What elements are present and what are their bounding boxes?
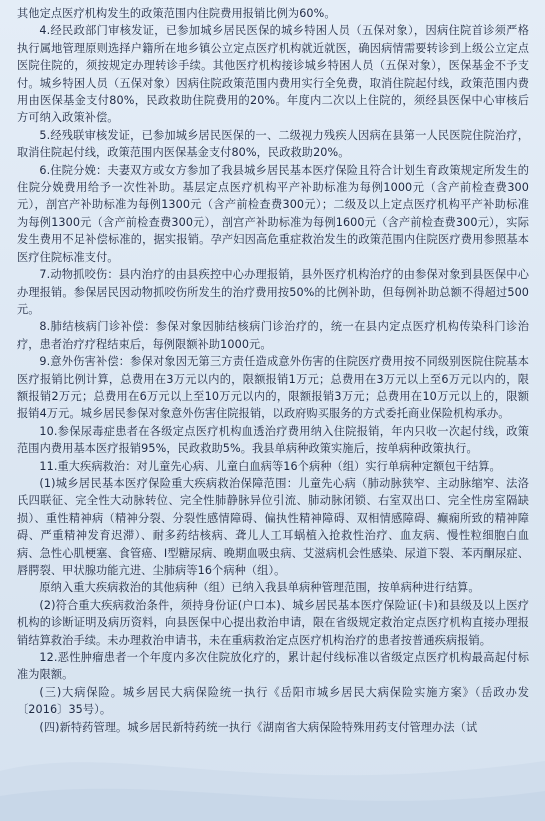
paragraph: 7.动物抓咬伤：县内治疗的由县疾控中心办理报销，县外医疗机构治疗的由参保对象到县医保中心办理报销。参保居民因动物抓咬伤所发生的治疗费用按50%的比例补助，但每例补助总额不得超过500元。 — [17, 268, 529, 316]
paragraph: (2)符合重大疾病救治条件，须持身份证(户口本)、城乡居民基本医疗保险证(卡)和县级及以上医疗机构的诊断证明及病历资料，向县医保中心提出救治申请，限在省级规定救治定点医疗机构直接办理报销结算救治手续。未办理救治申请书，未在重病救治定点医疗机构治疗的患者按普通疾病报销。 — [17, 598, 529, 647]
paragraph: 10.参保尿毒症患者在各级定点医疗机构血透治疗费用纳入住院报销，年内只收一次起付线，政策范围内费用基本医疗报销95%，民政救助5%。我县单病种政策实施后，按单病种政策执行。 — [17, 424, 529, 456]
paragraph: (三)大病保险。城乡居民大病保险统一执行《岳阳市城乡居民大病保险实施方案》（岳政办发〔2016〕35号）。 — [17, 685, 529, 717]
paragraph: 原纳入重大疾病救治的其他病种（组）已纳入我县单病种管理范围，按单病种进行结算。 — [39, 581, 480, 595]
paragraph: 6.住院分娩：夫妻双方或女方参加了我县城乡居民基本医疗保险且符合计划生育政策规定所发生的住院分娩费用给予一次性补助。基层定点医疗机构平产补助标准为每例1000元（含产前检查费300元），剖宫产补助标准为每例1300元（含产前检查费300元）；二级及以上定点医疗机构平产补助标准为每例1300元（含产前检查费300元），剖宫产补助标准为每例1600元（含产前检查费300元），实际发生费用不足补偿标准的，据实报销。孕产妇因高危重症救治发生的政策范围内住院医疗费用参照基本医疗住院标准支付。 — [17, 163, 529, 264]
paragraph: 5.经残联审核发证，已参加城乡居民医保的一、二级视力残疾人因病在县第一人民医院住院治疗，取消住院起付线，政策范围内医保基金支付80%，民政救助20%。 — [17, 128, 529, 160]
paragraph: 11.重大疾病救治：对儿童先心病、儿童白血病等16个病种（组）实行单病种定额包干结算。 — [39, 459, 501, 473]
paragraph: 12.恶性肿瘤患者一个年度内多次住院放化疗的，累计起付线标准以省级定点医疗机构最高起付标准为限额。 — [17, 651, 529, 682]
paragraph: (四)新特药管理。城乡居民新特药统一执行《湖南省大病保险特殊用药支付管理办法（试 — [39, 720, 478, 734]
paragraph: 4.经民政部门审核发证，已参加城乡居民医保的城乡特困人员（五保对象），因病住院首诊须严格执行属地管理原则选择户籍所在地乡镇公立定点医疗机构就近就医，确因病情需要转诊到上级公立定点医院住院的，须按规定办理转诊手续。其他医疗机构接诊城乡特困人员（五保对象），医保基金不予支付。城乡特困人员（五保对象）因病住院政策范围内费用实行全免费，取消住院起付线，政策范围内费用由医保基金支付80%，民政救助住院费用的20%。年度内二次以上住院的，须经县医保中心审核后方可纳入政策补偿。 — [17, 24, 529, 125]
document-body — [17, 5, 529, 736]
paragraph: 9.意外伤害补偿：参保对象因无第三方责任造成意外伤害的住院医疗费用按不同级别医院住院基本医疗报销比例计算，总费用在3万元以内的，限额报销1万元；总费用在3万元以上至6万元以内的，限额报销2万元；总费用在6万元以上至10万元以内的，限额报销3万元；总费用在10万元以上的，限额报销4万元。城乡居民参保对象意外伤害住院报销，以政府购买服务的方式委托商业保险机构承办。 — [17, 355, 529, 421]
paragraph: 8.肺结核病门诊补偿：参保对象因肺结核病门诊治疗的，统一在县内定点医疗机构传染科门诊治疗，患者治疗疗程结束后，每例限额补助1000元。 — [17, 320, 529, 351]
paragraph: 其他定点医疗机构发生的政策范围内住院费用报销比例为60%。 — [17, 7, 336, 20]
paragraph: (1)城乡居民基本医疗保险重大疾病救治保障范围：儿童先心病（肺动脉狭窄、主动脉缩窄、法洛氏四联征、完全性大动脉转位、完全性肺静脉异位引流、肺动脉闭锁、右室双出口、完全性房室隔缺损）、重性精神病（精神分裂、分裂性感情障碍、偏执性精神障碍、双相情感障碍、癫痫所致的精神障碍、严重精神发育迟滞）、耐多药结核病、聋儿人工耳蜗植入抢救性治疗、血友病、慢性粒细胞白血病、急性心肌梗塞、食管癌、I型糖尿病、晚期血吸虫病、艾滋病机会性感染、尿道下裂、苯丙酮尿症、唇腭裂、甲状腺功能亢进、尘肺病等16个病种（组）。 — [17, 476, 529, 577]
